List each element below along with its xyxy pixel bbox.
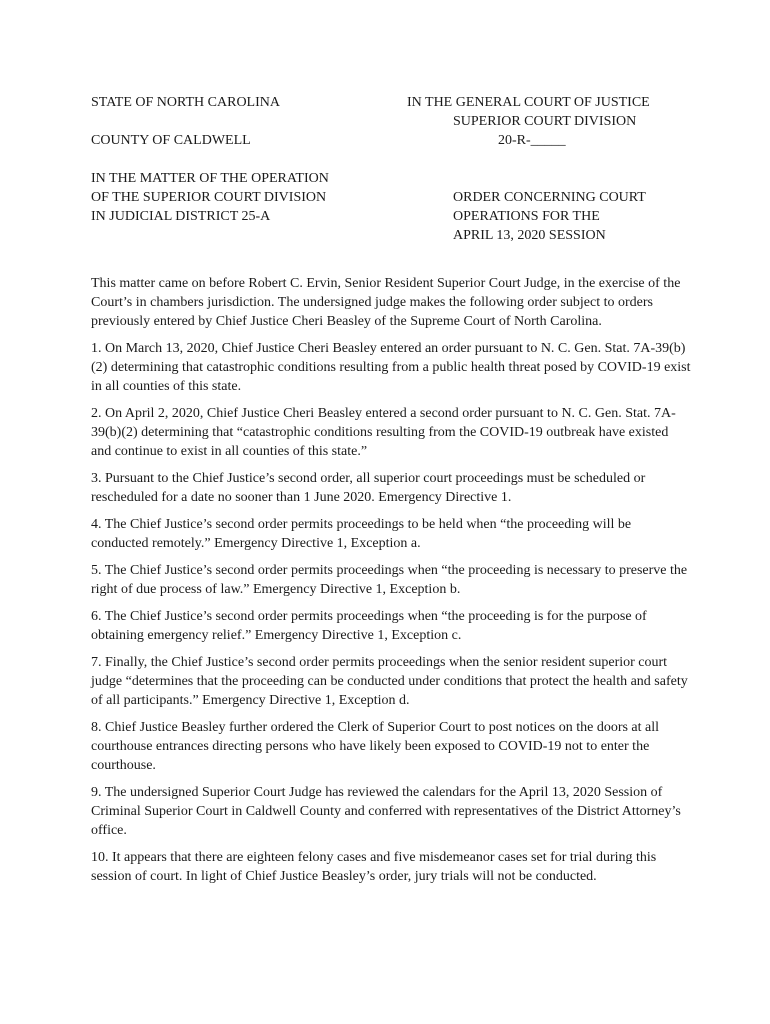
finding-paragraph-1: 1. On March 13, 2020, Chief Justice Cheri Beasley entered an order pursuant to N. C. Gen. Stat. 7A-39(b)(2) determining that catastrophic conditions resulting from a public health threat posed by COVID-19 exist in all counties of this state. [91, 341, 691, 394]
matter-line1: IN THE MATTER OF THE OPERATION [91, 171, 329, 186]
finding-paragraph-7: 7. Finally, the Chief Justice’s second order permits proceedings when the senior resident superior court judge “determines that the proceeding can be conducted under conditions that protect the health and safety of all participants.” Emergency Directive 1, Exception d. [91, 655, 688, 708]
order-title-line1: ORDER CONCERNING COURT [453, 190, 646, 205]
court-heading-line1: IN THE GENERAL COURT OF JUSTICE [407, 95, 650, 110]
finding-paragraph-5: 5. The Chief Justice’s second order permits proceedings when “the proceeding is necessary to preserve the right of due process of law.” Emergency Directive 1, Exception b. [91, 563, 688, 597]
finding-paragraph-10: 10. It appears that there are eighteen felony cases and five misdemeanor cases set for trial during this session of court. In light of Chief Justice Beasley’s order, jury trials will not be conducted. [91, 850, 657, 884]
finding-paragraph-4: 4. The Chief Justice’s second order permits proceedings to be held when “the proceeding will be conducted remotely.” Emergency Directive 1, Exception a. [91, 517, 632, 551]
finding-paragraph-9: 9. The undersigned Superior Court Judge has reviewed the calendars for the April 13, 2020 Session of Criminal Superior Court in Caldwell County and conferred with representatives of the District Attorney’s office. [91, 785, 681, 838]
order-body [91, 274, 691, 894]
matter-line3: IN JUDICIAL DISTRICT 25-A [91, 209, 271, 224]
matter-line2: OF THE SUPERIOR COURT DIVISION [91, 190, 327, 205]
county-heading: COUNTY OF CALDWELL [91, 133, 251, 148]
finding-paragraph-3: 3. Pursuant to the Chief Justice’s second order, all superior court proceedings must be scheduled or rescheduled for a date no sooner than 1 June 2020. Emergency Directive 1. [91, 471, 646, 505]
file-number: 20-R-_____ [498, 133, 566, 148]
finding-paragraph-2: 2. On April 2, 2020, Chief Justice Cheri Beasley entered a second order pursuant to N. C. Gen. Stat. 7A-39(b)(2) determining that “catastrophic conditions resulting from the COVID-19 outbreak have existed and continue to exist in all counties of this state.” [91, 406, 676, 459]
case-caption [91, 93, 691, 253]
order-title-line2: OPERATIONS FOR THE [453, 209, 600, 224]
finding-paragraph-6: 6. The Chief Justice’s second order permits proceedings when “the proceeding is for the purpose of obtaining emergency relief.” Emergency Directive 1, Exception c. [91, 609, 647, 643]
order-title-line3: APRIL 13, 2020 SESSION [453, 228, 606, 243]
state-heading: STATE OF NORTH CAROLINA [91, 95, 280, 110]
court-heading-line2: SUPERIOR COURT DIVISION [453, 114, 637, 129]
finding-paragraph-8: 8. Chief Justice Beasley further ordered the Clerk of Superior Court to post notices on the doors at all courthouse entrances directing persons who have likely been exposed to COVID-19 not to enter the courthouse. [91, 720, 660, 773]
intro-paragraph: This matter came on before Robert C. Ervin, Senior Resident Superior Court Judge, in the exercise of the Court’s in chambers jurisdiction. The undersigned judge makes the following order subject to orders previously entered by Chief Justice Cheri Beasley of the Supreme Court of North Carolina. [91, 276, 681, 329]
